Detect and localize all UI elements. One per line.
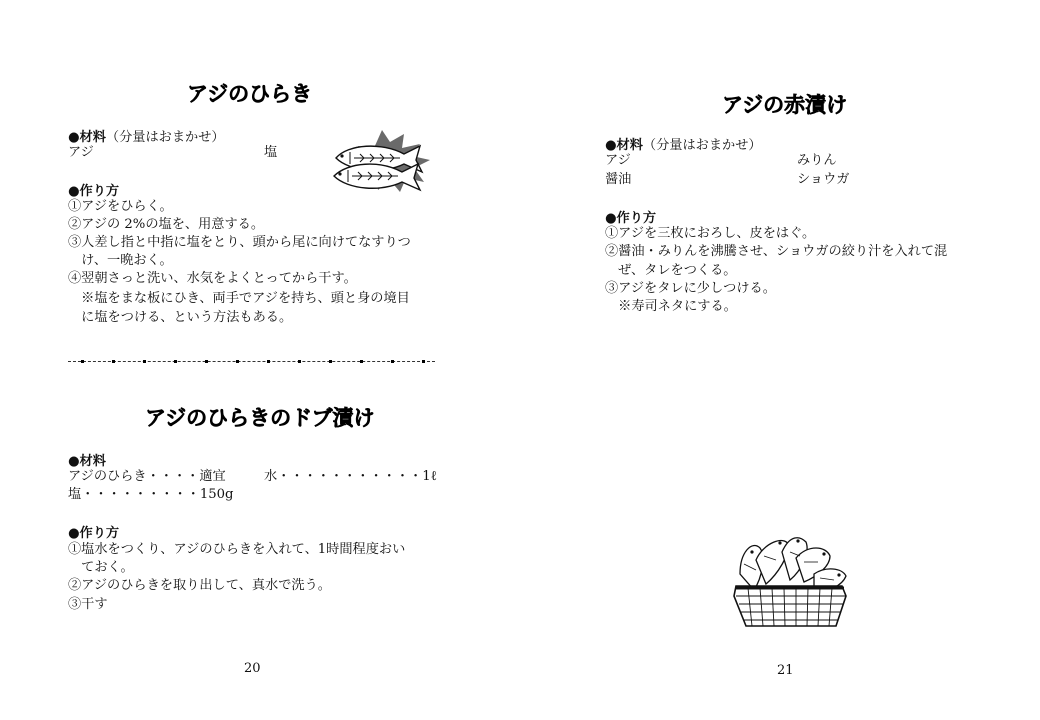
method2-step-3: ③干す: [68, 597, 108, 612]
method2-step-1-cont: ておく。: [68, 560, 134, 575]
method3-step-3: ③アジをタレに少しつける。: [605, 281, 776, 296]
method-step-1: ①アジをひらく。: [68, 199, 173, 214]
ingredient-ginger: ショウガ: [797, 172, 850, 187]
right-page: [520, 0, 1040, 720]
method-step-4: ④翌朝さっと洗い、水気をよくとってから干す。: [68, 271, 357, 286]
ingredients-heading-label: ●材料: [68, 130, 106, 145]
method-step-3: ③人差し指と中指に塩をとり、頭から尾に向けてなすりつ: [68, 235, 411, 250]
recipe-title-aka-zuke: アジの赤漬け: [722, 93, 848, 117]
ingredient-aji: アジ: [68, 145, 94, 160]
method-note-cont: に塩をつける、という方法もある。: [68, 310, 293, 325]
ingredients-note-3: （分量はおまかせ）: [642, 138, 762, 153]
method2-step-2: ②アジのひらきを取り出して、真水で洗う。: [68, 578, 331, 593]
page-number-left: 20: [244, 661, 261, 676]
ingredient-aji-3: アジ: [605, 153, 631, 168]
ingredient-soy-sauce: 醤油: [605, 172, 632, 187]
two-fish-icon: [330, 128, 434, 196]
method-note: ※塩をまな板にひき、両手でアジを持ち、頭と身の境目: [68, 291, 410, 306]
ingredients-note: （分量はおまかせ）: [105, 130, 225, 145]
method-heading-3: ●作り方: [605, 211, 657, 226]
method3-step-2-cont: ぜ、タレをつくる。: [605, 263, 737, 278]
fish-basket-icon: [730, 534, 852, 628]
method3-step-2: ②醤油・みりんを沸騰させ、ショウガの絞り汁を入れて混: [605, 244, 948, 259]
section-divider: [68, 361, 435, 364]
method-heading: ●作り方: [68, 184, 120, 199]
recipe-title-aji-hiraki: アジのひらき: [187, 82, 313, 106]
ingredient-salt-2: 塩・・・・・・・・・150g: [68, 487, 234, 502]
method-step-3-cont: け、一晩おく。: [68, 253, 173, 268]
method-step-2: ②アジの 2%の塩を、用意する。: [68, 217, 265, 232]
recipe-title-dobu-zuke: アジのひらきのドブ漬け: [145, 406, 375, 430]
ingredients-heading: [68, 126, 225, 145]
method3-step-1: ①アジを三枚におろし、皮をはぐ。: [605, 226, 816, 241]
ingredient-aji-hiraki: アジのひらき・・・・適宜: [68, 469, 226, 484]
ingredient-water: 水・・・・・・・・・・・1ℓ: [264, 469, 437, 484]
method2-step-1: ①塩水をつくり、アジのひらきを入れて、1時間程度おい: [68, 542, 406, 557]
method3-note: ※寿司ネタにする。: [605, 299, 737, 314]
ingredients-heading-label-3: ●材料: [605, 138, 643, 153]
ingredient-salt: 塩: [264, 145, 278, 160]
page-number-right: 21: [777, 663, 794, 678]
ingredient-mirin: みりん: [797, 153, 837, 168]
method-heading-2: ●作り方: [68, 526, 120, 541]
ingredients-heading-2: ●材料: [68, 454, 106, 469]
ingredients-heading-3: [605, 134, 762, 153]
